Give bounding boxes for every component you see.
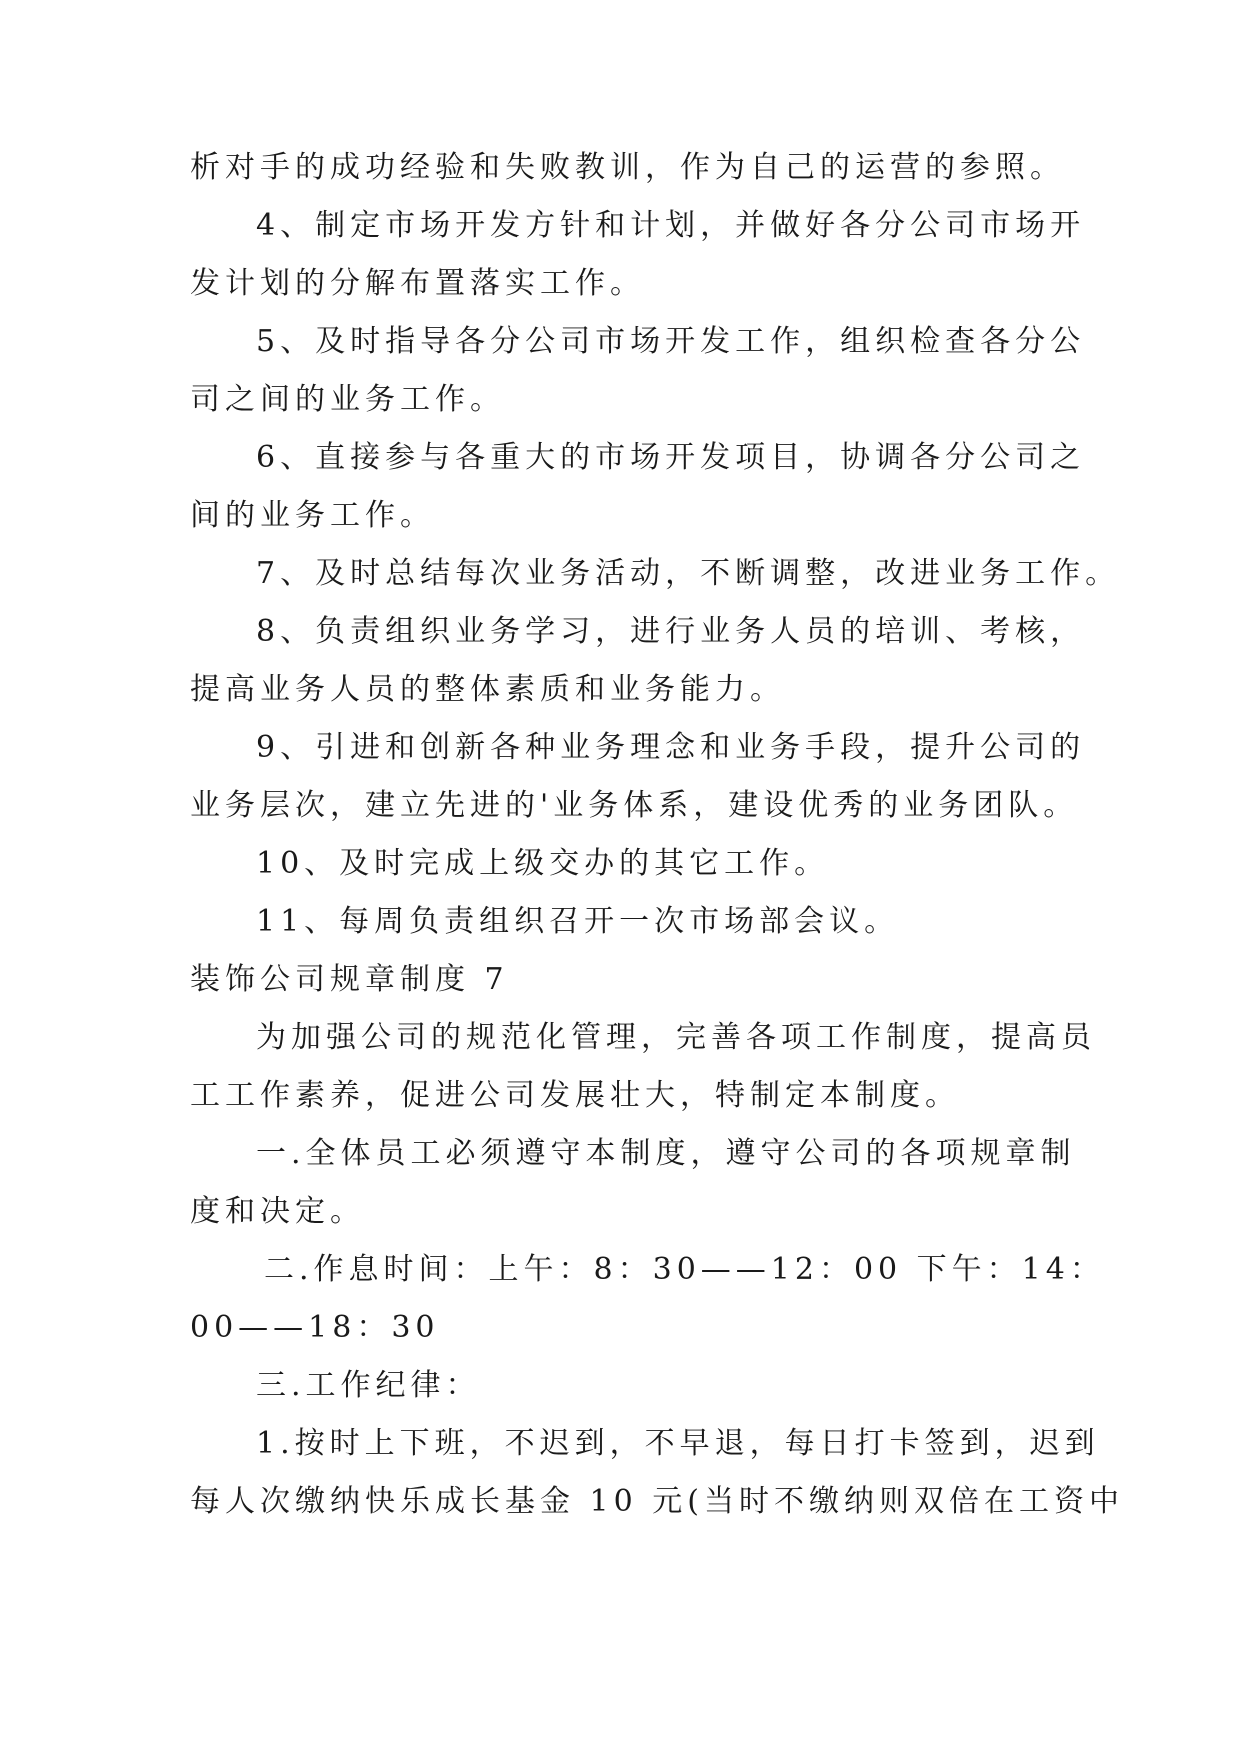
text-line: 业务层次，建立先进的'业务体系，建设优秀的业务团队。 [190,788,1079,823]
text-line: 发计划的分解布置落实工作。 [190,266,645,301]
section-heading: 装饰公司规章制度 7 [190,962,509,997]
text-line: 提高业务人员的整体素质和业务能力。 [190,672,785,707]
text-line: 三.工作纪律： [256,1368,481,1403]
text-line: 6、直接参与各重大的市场开发项目，协调各分公司之 [256,440,1086,475]
text-line: 析对手的成功经验和失败教训，作为自己的运营的参照。 [190,150,1065,185]
text-line: 5、及时指导各分公司市场开发工作，组织检查各分公 [256,324,1086,359]
text-line: 度和决定。 [190,1194,365,1229]
text-line: 1.按时上下班，不迟到，不早退，每日打卡签到，迟到 [256,1426,1100,1461]
text-line: 4、制定市场开发方针和计划，并做好各分公司市场开 [256,208,1086,243]
text-line: 司之间的业务工作。 [190,382,505,417]
text-line: 工工作素养，促进公司发展壮大，特制定本制度。 [190,1078,960,1113]
text-line: 为加强公司的规范化管理，完善各项工作制度，提高员 [256,1020,1096,1055]
text-line: 10、及时完成上级交办的其它工作。 [256,846,830,881]
text-line: 11、每周负责组织召开一次市场部会议。 [256,904,900,939]
text-line: 7、及时总结每次业务活动，不断调整，改进业务工作。 [256,556,1121,591]
text-line: 8、负责组织业务学习，进行业务人员的培训、考核， [256,614,1086,649]
text-line: 每人次缴纳快乐成长基金 10 元(当时不缴纳则双倍在工资中 [190,1484,1124,1519]
text-line: 一.全体员工必须遵守本制度，遵守公司的各项规章制 [256,1136,1076,1171]
text-line: 00——18：30 [190,1310,440,1345]
text-line: 间的业务工作。 [190,498,435,533]
text-line: 9、引进和创新各种业务理念和业务手段，提升公司的 [256,730,1086,765]
text-line: 二.作息时间：上午：8：30——12：00 下午：14： [264,1252,1105,1287]
